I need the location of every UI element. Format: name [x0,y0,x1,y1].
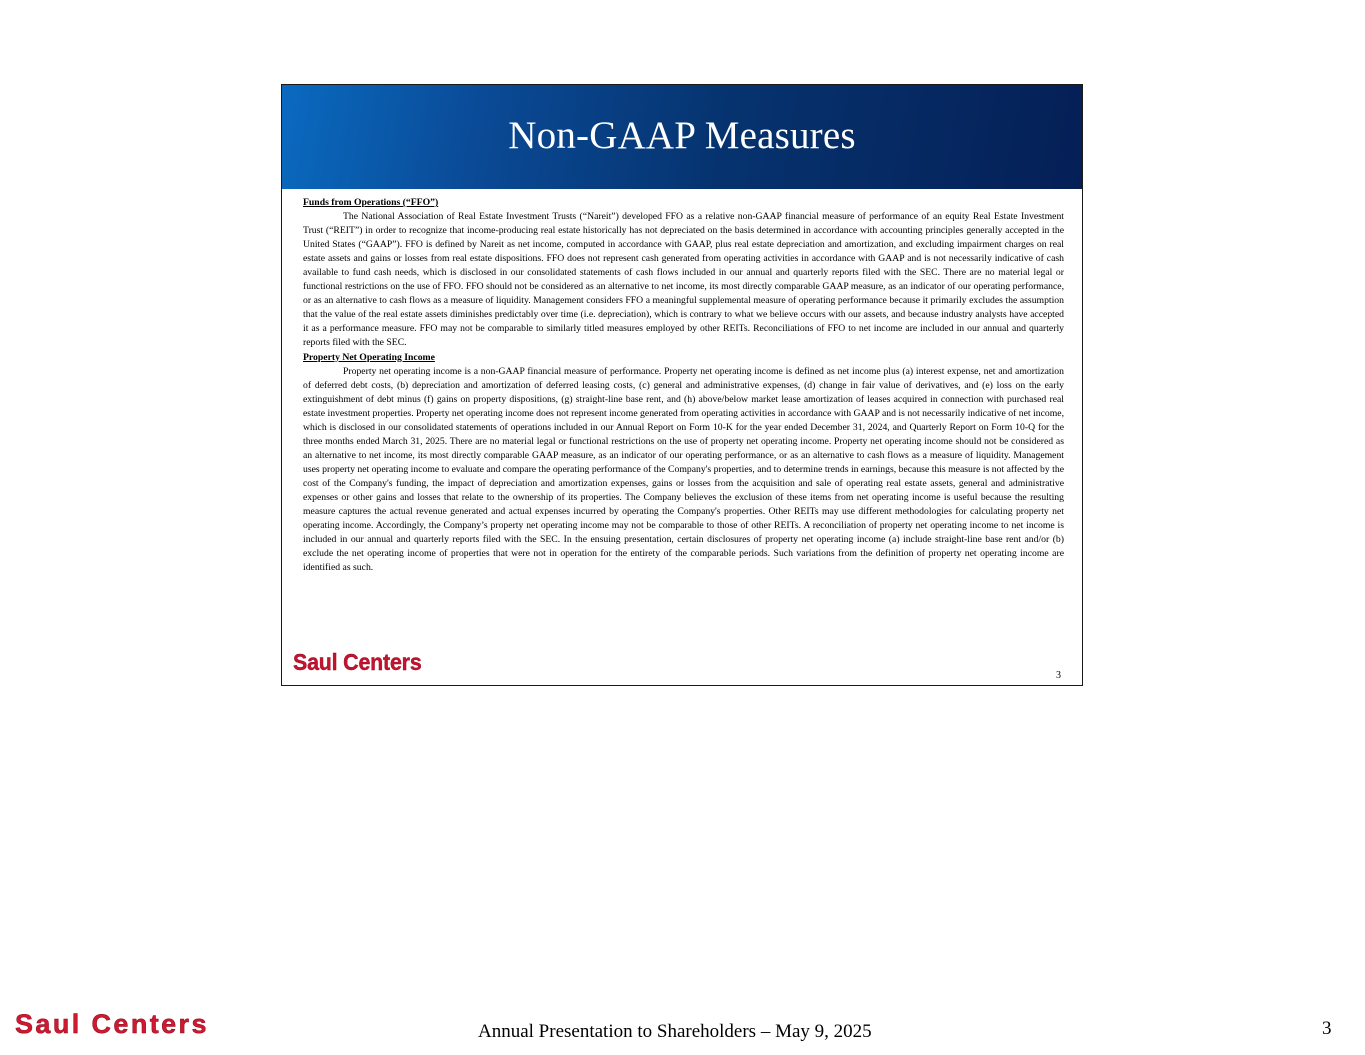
section-heading-ffo: Funds from Operations (“FFO”) [303,197,439,208]
section-heading-noi: Property Net Operating Income [303,351,435,363]
slide-frame [281,84,1083,686]
section-ffo [303,196,1064,351]
slide-title: Non-GAAP Measures [508,113,856,157]
footer-caption: Annual Presentation to Shareholders – May 9, 2025 [478,1021,872,1042]
slide-logo: Saul Centers [293,649,422,675]
section-text-ffo: The National Association of Real Estate Investment Trusts (“Nareit”) developed FFO as a relative non-GAAP financial measure of performance of an equity Real Estate Investment Trust (“REIT”) in order to recognize that income-producing real estate historically has not depreciated on the basis determined in accordance with accounting principles generally accepted in the United States (“GAAP”). FFO is defined by Nareit as net income, computed in accordance with GAAP, plus real estate depreciation and amortization, and excluding impairment charges on real estate assets and gains or losses from real estate dispositions. FFO does not represent cash generated from operating activities in accordance with GAAP and is not necessarily indicative of cash available to fund cash needs, which is disclosed in our consolidated statements of cash flows included in our annual and quarterly reports filed with the SEC. There are no material legal or functional restrictions on the use of FFO. FFO should not be considered as an alternative to net income, its most directly comparable GAAP measure, as an indicator of our operating performance, or as an alternative to cash flows as a measure of liquidity. Management considers FFO a meaningful supplemental measure of operating performance because it primarily excludes the assumption that the value of the real estate assets diminishes predictably over time (i.e. depreciation), which is contrary to what we believe occurs with our assets, and because industry analysts have accepted it as a performance measure. FFO may not be comparable to similarly titled measures employed by other REITs. Reconciliations of FFO to net income are included in our annual and quarterly reports filed with the SEC. [303,211,1064,349]
slide-body [303,196,1064,575]
footer-page-number: 3 [1322,1018,1332,1039]
slide-header-banner [282,85,1082,189]
footer-logo: Saul Centers [15,1009,209,1039]
section-text-noi: Property net operating income is a non-GAAP financial measure of performance. Property net operating income is defined as net income plus (a) interest expense, net and amortization of deferred debt costs, (b) depreciation and amortization of deferred leasing costs, (c) general and administrative expenses, (d) change in fair value of derivatives, and (e) loss on the early extinguishment of debt minus (f) gains on property dispositions, (g) straight-line base rent, and (h) above/below market lease amortization of leases acquired in connection with purchased real estate investment properties. Property net operating income does not represent income generated from operating activities in accordance with GAAP and is not necessarily indicative of net income, which is disclosed in our consolidated statements of operations included in our Annual Report on Form 10-K for the year ended December 31, 2024, and Quarterly Report on Form 10-Q for the three months ended March 31, 2025. There are no material legal or functional restrictions on the use of property net operating income. Property net operating income should not be considered as an alternative to net income, its most directly comparable GAAP measure, as an indicator of our operating performance, or as an alternative to cash flows as a measure of liquidity. Management uses property net operating income to evaluate and compare the operating performance of the Company's properties, and to determine trends in earnings, because this measure is not affected by the cost of the Company's funding, the impact of depreciation and amortization expenses, gains or losses from the acquisition and sale of operating real estate assets, general and administrative expenses or other gains and losses that relate to the ownership of its properties. The Company believes the exclusion of these items from net operating income is useful because the resulting measure captures the actual revenue generated and actual expenses incurred by operating the Company's properties. Other REITs may use different methodologies for calculating property net operating income. Accordingly, the Company’s property net operating income may not be comparable to those of other REITs. A reconciliation of property net operating income to net income is included in our annual and quarterly reports filed with the SEC. In the ensuing presentation, certain disclosures of property net operating income (a) include straight-line base rent and/or (b) exclude the net operating income of properties that were not in operation for the entirety of the comparable periods. Such variations from the definition of property net operating income are identified as such. [303,365,1064,574]
section-noi [303,351,1064,576]
slide-page-number: 3 [1056,670,1061,681]
